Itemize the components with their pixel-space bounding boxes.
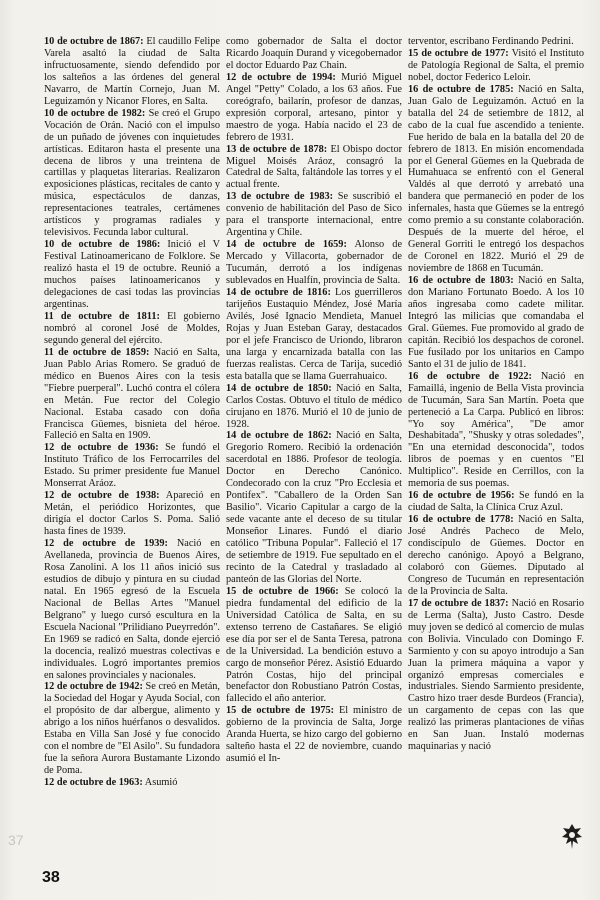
entry-text: Inició el V Festival Latinoamericano de Folklore. Se realizó hasta el 19 de octubre. Reunió a muchos países latinoamericanos y delegaciones de casi todas las provincias argentinas.	[44, 239, 220, 310]
entry-date: 14 de octubre de 1862:	[226, 430, 332, 442]
entry-text: Se colocó la piedra fundamental del edificio de la Universidad Católica de Salta, en su extenso terreno de Castañares. Se eligió ese día por ser el de Santa Teresa, patrona de la Universidad. La bendición estuvo a cargo de monseñor Pérez. Asistió Eduardo Patrón Costas, hijo del principal benefactor don Robustiano Patrón Costas, fallecido el año anterior.	[226, 585, 402, 705]
entry-text: Murió Miguel Angel "Petty" Colado, a los 63 años. Fue coreógrafo, bailarín, profesor de danzas, expresión corporal, artesano, pintor y maestro de yoga. Había nacido el 23 de febrero de 1931.	[226, 71, 402, 143]
chronology-entry	[44, 239, 220, 311]
chronology-entry	[44, 108, 220, 239]
entry-text: Nació en Avellaneda, provincia de Buenos Aires, Rosa Zanolini. A los 11 años inició sus estudios de dibujo y pintura en su ciudad natal. En 1965 egresó de la Escuela Nacional de Bellas Artes "Manuel Belgrano" y luego cursó escultura en la Escuela Nacional "Prilidiano Pueyrredón". En 1969 se radicó en Salta, donde ejerció la docencia, realizó muestras colectivas e individuales. Logró importantes premios en salones provinciales y nacionales.	[44, 538, 220, 681]
bleed-through-page-number: 37	[8, 832, 24, 848]
chronology-entry	[44, 538, 220, 681]
entry-text: Nació en Salta, don Mariano Fortunato Boedo. A los 10 años ingresaba como cadete militar. Integró las milicias que comandaba el Gral. Güemes. Fue promovido al grado de capitán. Recibió los despachos de coronel. Fue fusilado por los unitarios en Campo Santo el 31 de julio de 1841.	[408, 275, 584, 370]
chronology-entry	[44, 490, 220, 538]
chronology-entry	[408, 490, 584, 514]
chronology-entry	[226, 239, 402, 287]
chronology-entry	[226, 383, 402, 431]
entry-date: 10 de octubre de 1986:	[44, 239, 161, 251]
chronology-entry	[226, 705, 402, 765]
entry-text: Visitó el Instituto de Patología Regional de Salta, el premio nobel, doctor Federico Leloir.	[408, 47, 584, 83]
entry-text: Alonso de Mercado y Villacorta, gobernador de Tucumán, derrotó a los indígenas sublevados en Hualfín, provincia de Salta.	[226, 239, 402, 287]
entry-date: 12 de octubre de 1939:	[44, 538, 168, 550]
entry-text: Asumió	[144, 777, 178, 789]
entry-date: 12 de octubre de 1938:	[44, 490, 160, 502]
entry-text: Se fundó el Instituto Tráfico de los Ferrocarriles del Estado. Su primer presidente fue Manuel Monserrat Aráoz.	[44, 442, 220, 490]
entry-date: 16 de octubre de 1778:	[408, 514, 514, 526]
column-left	[44, 36, 220, 848]
entry-text: Apareció en Metán, el periódico Horizontes, que dirigía el doctor Carlos S. Poma. Salió hasta fines de 1939.	[44, 490, 220, 538]
chronology-entry	[226, 36, 402, 72]
entry-text: Se fundó en la ciudad de Salta, la Clínica Cruz Azul.	[408, 490, 584, 514]
text-columns	[44, 36, 584, 848]
entry-text: Nació en Salta, Juan Galo de Leguizamón. Actuó en la batalla del 24 de setiembre de 1812, al cabo de la cual fue ascendido a teniente. Fue herido de bala en la batalla del 20 de febrero de 1813. En misión encomendada por el General Güemes en la Quebrada de Humahuaca se enfrentó con el General Valdés al que derrotó y arrebató una bandera que permaneció en poder de los infernales, hasta que Güemes se la entregó como premio a su constante colaboración. Después de la muerte del héroe, el General Gorriti le entregó los despachos de Coronel en 1822. Murió el 29 de noviembre de 1868 en Tucumán.	[408, 83, 584, 275]
entry-date: 12 de octubre de 1963:	[44, 777, 143, 789]
entry-date: 16 de octubre de 1803:	[408, 275, 514, 287]
entry-text: Los guerrilleros tarijeños Eustaquio Méndez, José María Avilés, José Ignacio Mendieta, Manuel Rojas y Juan Esteban Garay, destacados por el jefe Francisco de Uriondo, libraron una larga y encarnizada batalla con las fuerzas realistas. Cerca de Tarija, sucedió esta batalla que se llama Guerrahuaico.	[226, 287, 402, 382]
chronology-entry	[44, 681, 220, 777]
entry-date: 12 de octubre de 1936:	[44, 442, 159, 454]
entry-date: 11 de octubre de 1859:	[44, 346, 150, 358]
entry-text: Nació en Salta, Gregorio Romero. Recibió la ordenación sacerdotal en 1886. Profesor de teología. Doctor en Derecho Canónico. Condecorado con la cruz "Pro Ecclesia et Pontifex". "Caballero de la Orden San Basilio". Vicario Capitular a cargo de la sede vacante ante el deceso de su titular Monseñor Linares. Fundó el diario católico "Tribuna Popular". Falleció el 17 de setiembre de 1919. Fue sepultado en el recinto de la Catedral y trasladado al panteón de las Glorias del Norte.	[226, 430, 402, 585]
entry-text: Se suscribió el convenio de habilitación del Paso de Sico para el transporte internacional, entre Argentina y Chile.	[226, 191, 402, 239]
chronology-entry	[408, 371, 584, 491]
entry-date: 16 de octubre de 1785:	[408, 83, 514, 95]
entry-text: Nació en Salta, Juan Pablo Arias Romero. Se graduó de médico en Buenos Aires con la tesis "Fiebre puerperal". Luchó contra el cólera en Metán. Fue rector del Colegio Nacional. Estaba casado con doña Francisca Güemes, bisnieta del héroe. Falleció en Salta en 1909.	[44, 346, 220, 442]
entry-date: 14 de octubre de 1850:	[226, 382, 332, 394]
entry-date: 17 de octubre de 1837:	[408, 597, 509, 609]
entry-date: 16 de octubre de 1956:	[408, 490, 515, 502]
entry-text: El Obispo doctor Miguel Moisés Aráoz, consagró la Catedral de Salta, faltándole las torres y el actual frente.	[226, 143, 402, 191]
column-right	[408, 36, 584, 848]
entry-date: 10 de octubre de 1867:	[44, 36, 144, 47]
entry-text: Nació en Salta, Carlos Costas. Obtuvo el título de médico cirujano en 1876. Murió el 10 de junio de 1928.	[226, 382, 402, 430]
entry-date: 13 de octubre de 1983:	[226, 191, 334, 203]
chronology-entry	[226, 287, 402, 383]
entry-text: terventor, escribano Ferdinando Pedrini.	[408, 36, 574, 47]
chronology-entry	[44, 311, 220, 347]
entry-text: El caudillo Felipe Varela asaltó la ciudad de Salta infructuosamente, siendo defendido por los salteños a las órdenes del general Navarro, de Martín Cornejo, Juan M. Leguizamón y Nicanor Flores, en Salta.	[44, 36, 220, 107]
entry-text: El ministro de gobierno de la provincia de Salta, Jorge Aranda Huerta, se hizo cargo del gobierno salteño hasta el 22 de noviembre, cuando asumió el In-	[226, 705, 402, 765]
entry-date: 15 de octubre de 1975:	[226, 705, 335, 717]
chronology-entry	[44, 347, 220, 443]
entry-date: 11 de octubre de 1811:	[44, 310, 160, 322]
entry-date: 15 de octubre de 1977:	[408, 47, 509, 59]
entry-date: 12 de octubre de 1942:	[44, 681, 143, 693]
chronology-entry	[408, 598, 584, 753]
chronology-entry	[408, 36, 584, 48]
entry-date: 14 de octubre de 1659:	[226, 239, 347, 251]
entry-text: Se creó el Grupo Vocación de Orán. Nació con el impulso de un puñado de jóvenes con inquietudes artísticas. Editaron hasta el presente una decena de libros y una treintena de cartillas y plaquetas literarias. Realizaron exposiciones plásticas, recitales de canto y música, espectáculos de danzas, representaciones teatrales, certámenes artísticos y programas radiales y televisivos. Fecunda labor cultural.	[44, 107, 220, 239]
entry-date: 15 de octubre de 1966:	[226, 585, 339, 597]
chronology-entry	[408, 84, 584, 275]
entry-text: Se creó en Metán, la Sociedad del Hogar y Ayuda Social, con el propósito de dar albergue, alimento y abrigo a los niños huérfanos o desvalidos. Estaba en Villa San José y fue conocido con el nombre de "El Asilo". Su fundadora fue la señora Aurora Bustamante Lizondo de Poma.	[44, 681, 220, 777]
chronology-entry	[226, 72, 402, 144]
entry-text: como gobernador de Salta el doctor Ricardo Joaquín Durand y vicegobernador el doctor Eduardo Paz Chain.	[226, 36, 402, 71]
chronology-entry	[408, 514, 584, 598]
chronology-entry	[226, 430, 402, 585]
entry-date: 10 de octubre de 1982:	[44, 107, 146, 119]
chronology-entry	[408, 48, 584, 84]
chronology-entry	[44, 777, 220, 789]
chronology-entry	[408, 275, 584, 371]
emblem-icon	[560, 822, 584, 852]
chronology-entry	[226, 144, 402, 192]
chronology-entry	[226, 191, 402, 239]
entry-text: El gobierno nombró al coronel José de Moldes, segundo general del ejército.	[44, 310, 220, 346]
column-middle	[226, 36, 402, 848]
entry-text: Nació en Famaillá, ingenio de Bella Vista provincia de Tucumán, Sara San Martín. Poeta que perteneció a La Carpa. Publicó en libros: "Yo soy América", "De amor Deshabitada", "Shusky y otras soledades", "En una eternidad desconocida", todos libros de poemas y en cuentos "El Multiplico". Reside en Cerrillos, con la memoria de sus poemas.	[408, 370, 584, 490]
entry-text: Nació en Salta, José Andrés Pacheco de Melo, condiscípulo de Güemes. Doctor en derecho canónigo. Apoyó a Belgrano, colaboró con Güemes. Diputado al Congreso de Tucumán en representación de la Provincia de Salta.	[408, 514, 584, 597]
entry-text: Nació en Rosario de Lerma (Salta), Justo Castro. Desde muy joven se dedicó al comercio de mulas con Bolivia. Vinculado con Domingo F. Sarmiento y con su apoyo introdujo a San Juan la primera máquina a vapor y organizó empresas comerciales e industriales. Siendo Sarmiento presidente, Castro hizo traer desde Burdeos (Francia), un cargamento de cepas con las que realizó las primeras plantaciones de viñas en San Juan. Instaló modernas maquinarias y nació	[408, 597, 584, 753]
chronology-entry	[226, 586, 402, 706]
entry-date: 16 de octubre de 1922:	[408, 370, 532, 382]
entry-date: 14 de octubre de 1816:	[226, 287, 331, 299]
entry-date: 13 de octubre de 1878:	[226, 143, 328, 155]
chronology-entry	[44, 442, 220, 490]
page-number: 38	[42, 869, 60, 886]
entry-date: 12 de octubre de 1994:	[226, 71, 336, 83]
chronology-entry	[44, 36, 220, 108]
